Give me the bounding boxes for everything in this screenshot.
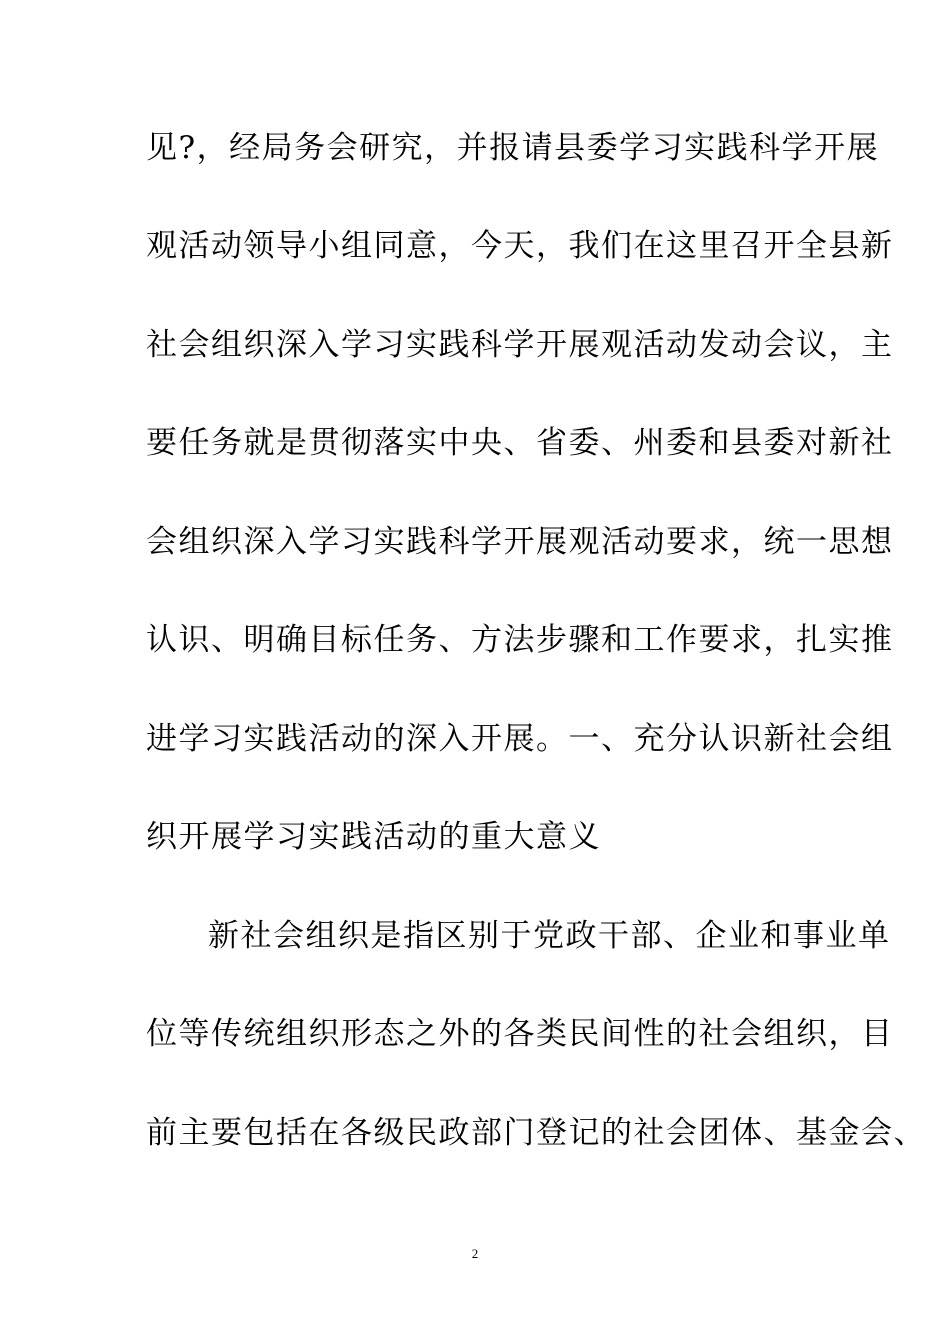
body-text-line: 社会组织深入学习实践科学开展观活动发动会议，主 bbox=[146, 327, 894, 363]
paragraph-first-line: 新社会组织是指区别于党政干部、企业和事业单 bbox=[208, 918, 891, 954]
body-text-line: 位等传统组织形态之外的各类民间性的社会组织，目 bbox=[146, 1016, 894, 1052]
body-text-line: 要任务就是贯彻落实中央、省委、州委和县委对新社 bbox=[146, 425, 894, 461]
body-text-line: 进学习实践活动的深入开展。一、充分认识新社会组 bbox=[146, 721, 894, 757]
body-text-line: 前主要包括在各级民政部门登记的社会团体、基金会、 bbox=[146, 1115, 926, 1151]
body-text-line: 观活动领导小组同意，今天，我们在这里召开全县新 bbox=[146, 228, 894, 264]
body-text-line: 认识、明确目标任务、方法步骤和工作要求，扎实推 bbox=[146, 622, 894, 658]
section-heading-line: 织开展学习实践活动的重大意义 bbox=[146, 819, 601, 855]
body-text-line: 见?，经局务会研究，并报请县委学习实践科学开展 bbox=[146, 130, 880, 166]
body-text-line: 会组织深入学习实践科学开展观活动要求，统一思想 bbox=[146, 524, 894, 560]
page-number: 2 bbox=[471, 1246, 479, 1261]
